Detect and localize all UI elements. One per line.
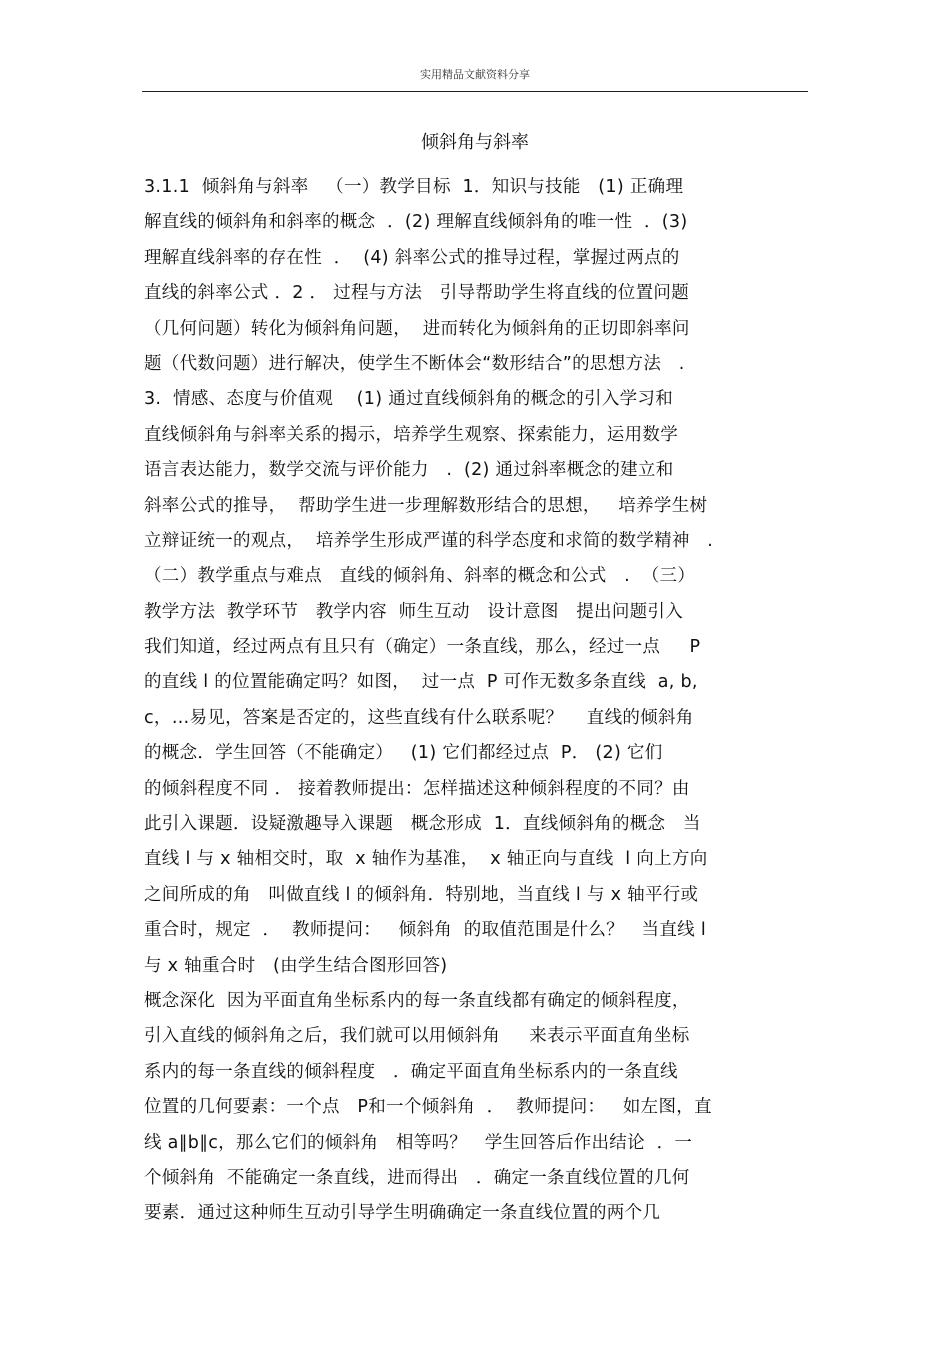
body-line: 重合时，规定 ． 教师提问： 倾斜角 的取值范围是什么？ 当直线 l — [144, 920, 706, 941]
body-line: 要素．通过这种师生互动引导学生明确确定一条直线位置的两个几 — [144, 1203, 661, 1224]
body-line: 与 x 轴重合时 (由学生结合图形回答) — [144, 955, 448, 976]
body-line: 的直线 l 的位置能确定吗？如图， 过一点 P 可作无数多条直线 a, b, — [144, 672, 698, 693]
body-line: 语言表达能力，数学交流与评价能力 . (2) 通过斜率概念的建立和 — [144, 460, 674, 481]
body-line: 之间所成的角 叫做直线 l 的倾斜角．特别地，当直线 l 与 x 轴平行或 — [144, 884, 699, 905]
body-line: 系内的每一条直线的倾斜程度 ．确定平面直角坐标系内的一条直线 — [144, 1061, 678, 1082]
body-line: 的概念．学生回答（不能确定） (1) 它们都经过点 P． (2) 它们 — [144, 743, 663, 764]
body-line: 引入直线的倾斜角之后，我们就可以用倾斜角 来表示平面直角坐标 — [144, 1026, 690, 1047]
body-line: 我们知道，经过两点有且只有（确定）一条直线，那么，经过一点 P — [144, 637, 701, 658]
body-line: 斜率公式的推导， 帮助学生进一步理解数形结合的思想， 培养学生树 — [144, 495, 708, 516]
header-divider — [142, 91, 808, 92]
document-body — [144, 170, 812, 1232]
body-line: 概念深化 因为平面直角坐标系内的每一条直线都有确定的倾斜程度， — [144, 990, 690, 1011]
body-line: （二）教学重点与难点 直线的倾斜角、斜率的概念和公式 . （三） — [144, 566, 696, 587]
body-line: 解直线的倾斜角和斜率的概念 ．(2) 理解直线倾斜角的唯一性 ．(3) — [144, 212, 688, 233]
body-line: 个倾斜角 不能确定一条直线，进而得出 ．确定一条直线位置的几何 — [144, 1167, 690, 1188]
body-line: 3. 情感、态度与价值观 (1) 通过直线倾斜角的概念的引入学习和 — [144, 389, 674, 410]
body-line: 直线 l 与 x 轴相交时，取 x 轴作为基准， x 轴正向与直线 l 向上方向 — [144, 849, 708, 870]
body-line: 位置的几何要素：一个点 P和一个倾斜角 ． 教师提问： 如左图，直 — [144, 1097, 712, 1118]
page-header: 实用精品文献资料分享 — [420, 68, 530, 81]
body-line: 此引入课题．设疑激趣导入课题 概念形成 1．直线倾斜角的概念 当 — [144, 814, 701, 835]
body-line: 3.1.1 倾斜角与斜率 （一）教学目标 1．知识与技能 (1) 正确理 — [144, 177, 684, 197]
document-title: 倾斜角与斜率 — [421, 132, 529, 153]
body-line: c，…易见，答案是否定的，这些直线有什么联系呢？ 直线的倾斜角 — [144, 707, 694, 728]
body-line: 题（代数问题）进行解决，使学生不断体会“数形结合”的思想方法 . — [144, 353, 685, 374]
body-line: 的倾斜程度不同 ． 接着教师提出：怎样描述这种倾斜程度的不同？由 — [144, 778, 690, 799]
body-line: （几何问题）转化为倾斜角问题， 进而转化为倾斜角的正切即斜率问 — [144, 318, 690, 339]
body-line: 直线倾斜角与斜率关系的揭示，培养学生观察、探索能力，运用数学 — [144, 424, 678, 445]
body-line: 直线的斜率公式 ．2 ． 过程与方法 引导帮助学生将直线的位置问题 — [144, 283, 690, 304]
body-line: 理解直线斜率的存在性 ． (4) 斜率公式的推导过程，掌握过两点的 — [144, 247, 680, 268]
body-line: 线 a∥b∥c，那么它们的倾斜角 相等吗？ 学生回答后作出结论 ．一 — [144, 1132, 693, 1153]
body-line: 教学方法 教学环节 教学内容 师生互动 设计意图 提出问题引入 — [144, 601, 684, 622]
body-line: 立辩证统一的观点， 培养学生形成严谨的科学态度和求简的数学精神 . — [144, 530, 714, 551]
